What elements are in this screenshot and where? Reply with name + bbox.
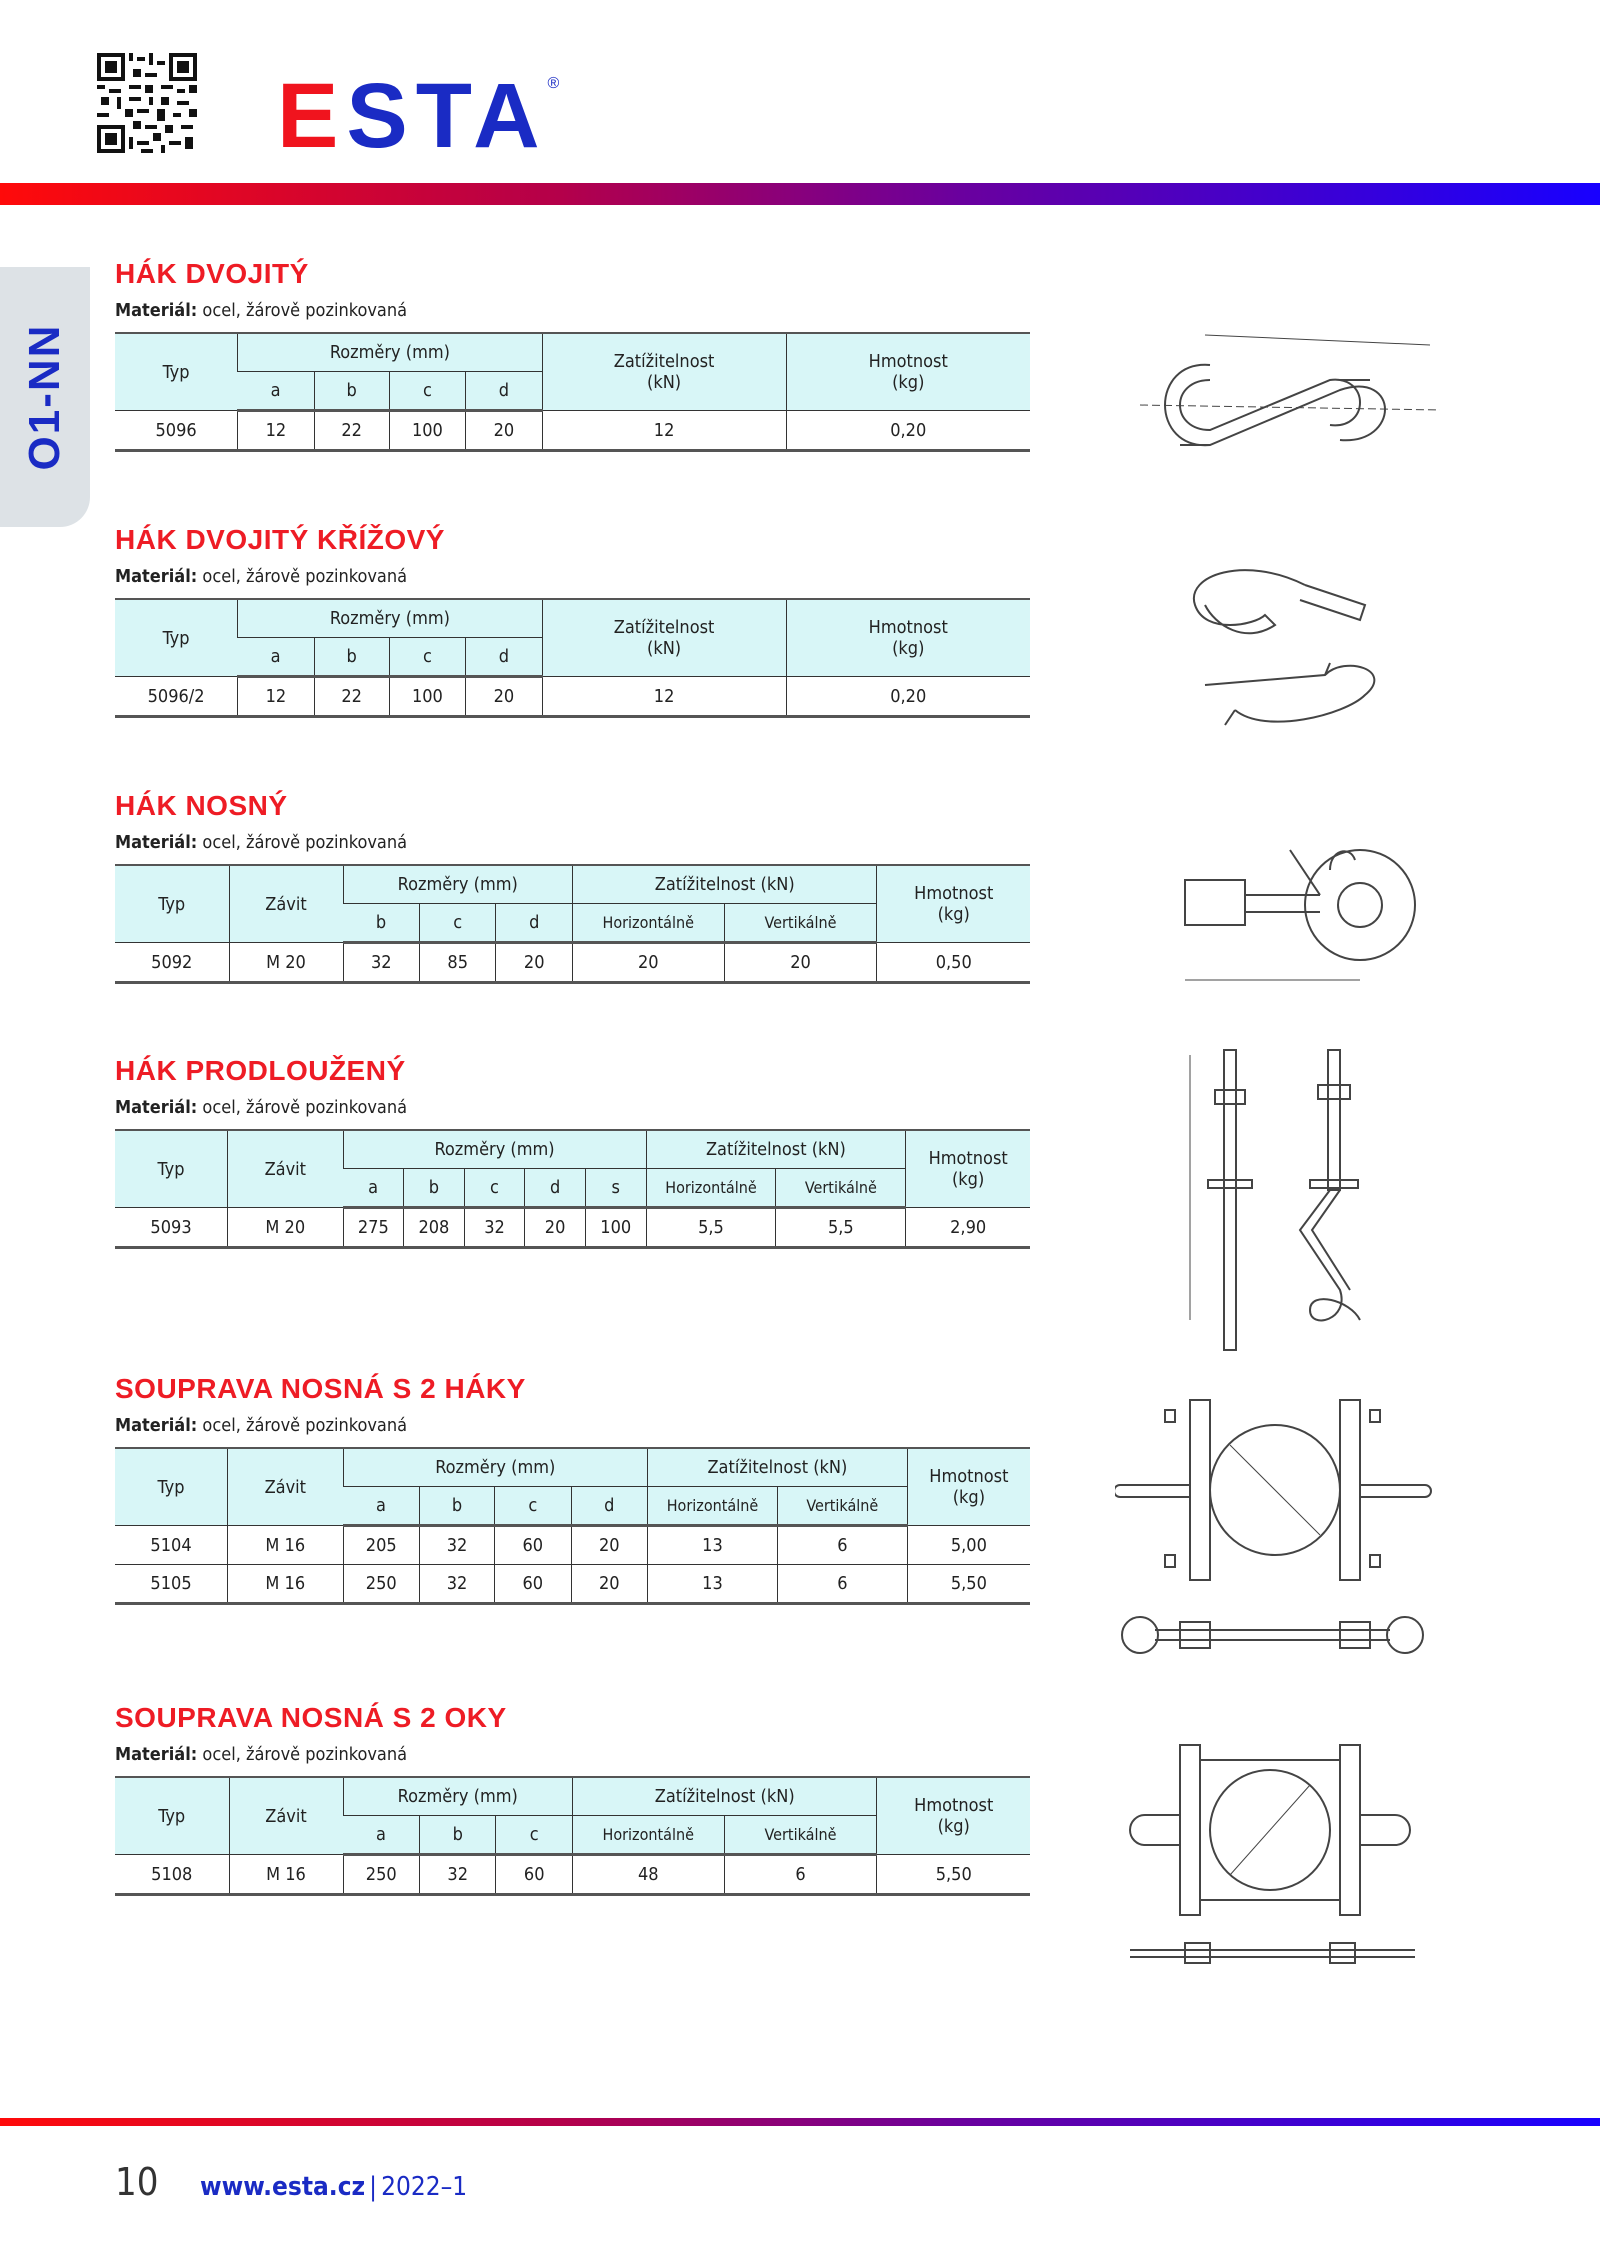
table-cell: 5,00 [907,1526,1030,1565]
product-section [115,258,1030,452]
specs-table [115,332,1030,452]
sub-column-header: c [464,1169,525,1208]
table-cell: 2,90 [906,1208,1030,1248]
column-header: Typ [115,599,238,677]
column-header: Zatížitelnost (kN) [646,1130,906,1169]
sub-column-header: Horizontálně [648,1487,778,1526]
sub-column-header: b [314,638,389,677]
drawing-souprava-2-haky [1115,1390,1435,1670]
sub-column-header: a [343,1169,404,1208]
table-cell: 32 [464,1208,525,1248]
table-cell: 32 [419,1855,495,1895]
column-header: Rozměry (mm) [238,599,542,638]
table-cell: 20 [496,943,573,983]
column-header: Hmotnost (kg) [907,1448,1030,1526]
table-cell: 6 [777,1565,907,1604]
table-cell: 5105 [115,1565,228,1604]
column-header: Závit [229,1777,343,1855]
table-cell: 100 [389,677,465,717]
table-cell: M 16 [228,1565,343,1604]
column-header: Typ [115,1130,228,1208]
specs-table [115,598,1030,718]
product-section [115,1373,1030,1605]
page-number: 10 [115,2160,159,2204]
sub-column-header: s [585,1169,646,1208]
column-header: Závit [229,865,343,943]
sub-column-header: b [420,1487,495,1526]
footer-gradient-bar [0,2118,1600,2126]
column-header: Hmotnost (kg) [877,865,1030,943]
sub-column-header: d [525,1169,586,1208]
sub-column-header: Vertikálně [724,1816,877,1855]
sub-column-header: Vertikálně [776,1169,906,1208]
table-cell: 60 [495,1526,571,1565]
table-cell: 85 [419,943,495,983]
sub-column-header: a [343,1487,419,1526]
header-gradient-bar [0,183,1600,205]
sub-column-header: b [419,1816,495,1855]
material-info [115,1415,1030,1447]
column-header: Zatížitelnost (kN) [542,333,786,411]
table-cell: 5096 [115,411,238,451]
table-cell: 20 [466,677,543,717]
product-section [115,524,1030,718]
material-info [115,1097,1030,1129]
table-cell: 12 [542,411,786,451]
sub-column-header: b [343,904,419,943]
sub-column-header: c [496,1816,573,1855]
column-header: Rozměry (mm) [238,333,542,372]
table-cell: 5104 [115,1526,228,1565]
table-cell: 5096/2 [115,677,238,717]
drawing-hak-dvojity-krizovy [1185,545,1405,755]
drawing-souprava-2-oky [1125,1735,1425,1965]
table-cell: M 16 [229,1855,343,1895]
table-cell: 6 [724,1855,877,1895]
esta-logo: ESTA® [277,65,568,167]
material-label: Materiál: [115,1097,198,1118]
product-title: HÁK PRODLOUŽENÝ [115,1055,406,1086]
table-cell: M 16 [228,1526,343,1565]
table-cell: 250 [343,1565,419,1604]
sub-column-header: d [466,638,543,677]
table-row [115,1526,1030,1565]
table-cell: 0,20 [786,677,1030,717]
table-cell: 100 [585,1208,646,1248]
table-row [115,1565,1030,1604]
product-title: SOUPRAVA NOSNÁ S 2 HÁKY [115,1373,526,1404]
table-cell: M 20 [229,943,343,983]
table-cell: 250 [343,1855,419,1895]
sub-column-header: Horizontálně [646,1169,776,1208]
material-info [115,300,1030,332]
table-cell: 13 [648,1565,778,1604]
column-header: Typ [115,333,238,411]
specs-table [115,864,1030,984]
table-cell: 275 [343,1208,404,1248]
table-cell: 22 [314,411,389,451]
table-cell: 5092 [115,943,229,983]
table-cell: 12 [542,677,786,717]
material-label: Materiál: [115,300,198,321]
sub-column-header: c [495,1487,571,1526]
sub-column-header: Horizontálně [572,1816,724,1855]
column-header: Typ [115,865,229,943]
drawing-hak-dvojity [1130,320,1460,470]
specs-table [115,1447,1030,1605]
column-header: Rozměry (mm) [343,1448,648,1487]
qr-code [97,53,197,153]
column-header: Hmotnost (kg) [786,599,1030,677]
table-cell: 13 [648,1526,778,1565]
material-label: Materiál: [115,832,198,853]
material-label: Materiál: [115,1744,198,1765]
product-title: HÁK DVOJITÝ [115,258,309,289]
column-header: Typ [115,1448,228,1526]
product-title: SOUPRAVA NOSNÁ S 2 OKY [115,1702,507,1733]
table-cell: 32 [420,1526,495,1565]
product-section [115,1055,1030,1249]
table-cell: 22 [314,677,389,717]
table-cell: 20 [572,943,724,983]
table-cell: 5,50 [877,1855,1030,1895]
column-header: Hmotnost (kg) [786,333,1030,411]
table-cell: 12 [238,411,314,451]
product-section [115,1702,1030,1896]
category-side-tab: O1-NN [0,267,90,527]
sub-column-header: c [389,638,465,677]
material-info [115,1744,1030,1776]
drawing-hak-nosny [1180,840,1440,990]
column-header: Zatížitelnost (kN) [572,1777,877,1816]
table-cell: 32 [420,1565,495,1604]
table-cell: 5108 [115,1855,229,1895]
table-row [115,1208,1030,1248]
column-header: Závit [228,1448,343,1526]
column-header: Zatížitelnost (kN) [572,865,877,904]
table-cell: 20 [571,1565,648,1604]
product-section [115,790,1030,984]
material-value: ocel, žárově pozinkovaná [202,1744,408,1765]
column-header: Rozměry (mm) [343,1130,646,1169]
sub-column-header: c [389,372,465,411]
table-cell: 5093 [115,1208,228,1248]
table-cell: 20 [525,1208,586,1248]
material-info [115,832,1030,864]
sub-column-header: Vertikálně [777,1487,907,1526]
material-label: Materiál: [115,1415,198,1436]
table-row [115,943,1030,983]
table-cell: 60 [495,1565,571,1604]
column-header: Hmotnost (kg) [906,1130,1030,1208]
table-row [115,1855,1030,1895]
column-header: Závit [228,1130,343,1208]
table-cell: 5,50 [907,1565,1030,1604]
column-header: Typ [115,1777,229,1855]
product-title: HÁK DVOJITÝ KŘÍŽOVÝ [115,524,445,555]
website-link[interactable]: www.esta.cz [200,2172,366,2202]
column-header: Zatížitelnost (kN) [648,1448,908,1487]
sub-column-header: b [404,1169,465,1208]
drawing-hak-prodlouzeny [1180,1040,1410,1360]
table-cell: 48 [572,1855,724,1895]
table-cell: 100 [389,411,465,451]
material-value: ocel, žárově pozinkovaná [202,300,408,321]
table-cell: 5,5 [646,1208,776,1248]
material-value: ocel, žárově pozinkovaná [202,832,408,853]
sub-column-header: c [419,904,495,943]
specs-table [115,1129,1030,1249]
sub-column-header: d [496,904,573,943]
table-cell: 6 [777,1526,907,1565]
sub-column-header: a [238,638,314,677]
specs-table [115,1776,1030,1896]
table-cell: 20 [571,1526,648,1565]
table-cell: 20 [466,411,543,451]
sub-column-header: b [314,372,389,411]
table-cell: 60 [496,1855,573,1895]
column-header: Zatížitelnost (kN) [542,599,786,677]
catalog-edition: 2022–1 [381,2172,468,2202]
table-cell: 0,20 [786,411,1030,451]
sub-column-header: d [466,372,543,411]
table-row [115,677,1030,717]
table-cell: 20 [724,943,877,983]
column-header: Hmotnost (kg) [877,1777,1030,1855]
material-value: ocel, žárově pozinkovaná [202,566,408,587]
table-cell: 208 [404,1208,465,1248]
sub-column-header: a [343,1816,419,1855]
table-cell: 32 [343,943,419,983]
table-cell: 0,50 [877,943,1030,983]
product-title: HÁK NOSNÝ [115,790,288,821]
sub-column-header: Vertikálně [724,904,877,943]
material-value: ocel, žárově pozinkovaná [202,1097,408,1118]
table-cell: 12 [238,677,314,717]
table-cell: M 20 [228,1208,343,1248]
column-header: Rozměry (mm) [343,865,572,904]
column-header: Rozměry (mm) [343,1777,572,1816]
table-row [115,411,1030,451]
sub-column-header: a [238,372,314,411]
sub-column-header: Horizontálně [572,904,724,943]
material-label: Materiál: [115,566,198,587]
sub-column-header: d [571,1487,648,1526]
table-cell: 5,5 [776,1208,906,1248]
material-info [115,566,1030,598]
table-cell: 205 [343,1526,419,1565]
footer-info: www.esta.cz | 2022–1 [200,2172,468,2202]
material-value: ocel, žárově pozinkovaná [202,1415,408,1436]
